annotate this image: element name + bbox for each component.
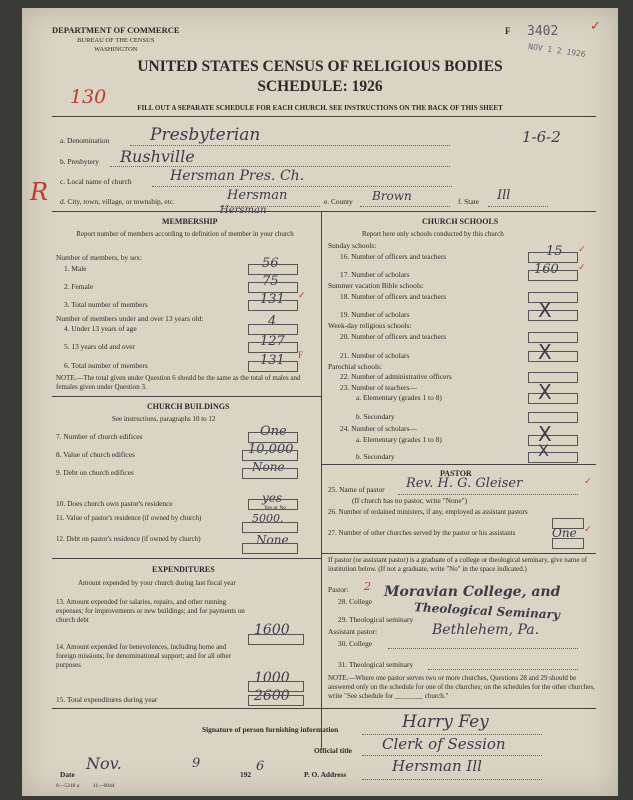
sunday-label: Sunday schools: xyxy=(328,241,377,250)
q6-label: 6. Total number of members xyxy=(64,361,148,370)
membership-heading: MEMBERSHIP xyxy=(162,217,218,226)
summer-label: Summer vacation Bible schools: xyxy=(328,281,424,290)
q14-value: 1000 xyxy=(254,670,290,686)
q12-label: 12. Debt on pastor's residence (if owned by church) xyxy=(56,535,201,543)
q18-label: 18. Number of officers and teachers xyxy=(340,292,447,301)
q22-label: 22. Number of administrative officers xyxy=(340,372,452,381)
location-value: Bethlehem, Pa. xyxy=(432,622,540,638)
q15-value: 2600 xyxy=(254,688,290,704)
state-value: Ill xyxy=(497,188,511,203)
bureau-name: BUREAU OF THE CENSUS xyxy=(77,36,155,44)
date-month: Nov. xyxy=(86,754,122,773)
city-name: WASHINGTON xyxy=(94,46,138,53)
denomination-value: Presbyterian xyxy=(150,125,261,145)
margin-mark: R xyxy=(30,178,49,206)
dept-name: DEPARTMENT OF COMMERCE xyxy=(52,25,180,35)
q5-value: 127 xyxy=(260,334,285,349)
church-name-label: c. Local name of church xyxy=(60,177,132,186)
q5-label: 5. 13 years old and over xyxy=(64,342,136,351)
census-schedule-sheet: DEPARTMENT OF COMMERCE BUREAU OF THE CENSUS WASHINGTON F 3402 NOV 1 2 1926 UNITED STATES CENSUS OF RELIGIOUS BODIES SCHEDULE: 1926 130 FILL OUT A SEPARATE SCHEDULE FOR EACH CHURCH. SEE INSTRUCTIONS ON THE BACK OF THIS SHEET a. Denomination Presbyterian 1-6-2 b. Presbytery Rushville c. Local name of church Hersman Pres. Ch. R d. City, town, village, or township, etc. Hersman Hersman e. County Brown f. State Ill MEMBERSHIP Report number of members according to definition of member in your church Number of members, by sex: 1. Male 56 2. Female 75 3. Total number of members 131 Number of members under and over 13 years old: 4. Under 13 years of age 4 5. 13 years old and over 127 6. Total number of members 131 NOTE.—The total given under Question 6 should be the same as the total of males and females given under Question 3. CHURCH BUILDINGS See instructions, paragraphs 10 to 12 7. Number of church edifices One 8. Value of church edifices 10,000 9. Debt on church edifices None 10. Does church own pastor's residence yes Yes or No 11. Value of pastor's residence (if owned by church) 5000. 12. Debt on pastor's residence (if owned by church) None EXPENDITURES Amount expended by your church during last fiscal year 13. Amount expended for salaries, repairs, and other running expenses; for improvements or new buildings; and for payments on church debt 1600 14. Amount expended for benevolences, including home and foreign missions; for denominational support; and for all other purposes 1000 15. Total expenditures during year 2600 CHURCH SCHOOLS Report here only schools conducted by this church Sunday schools: 16. Number of officers and teachers 15 17. Number of scholars 160 Summer vacation Bible schools: 18. Number of officers and teachers 19. Number of scholars Week-day religious schools: 20. Number of officers and teachers 21. Number of scholars Parochial schools: 22. Number of administrative officers 23. Number of teachers— a. Elementary (grades 1 to 8) b. Secondary 24. Number of scholars— a. Elementary (grades 1 to 8) b. Secondary X X X X X PASTOR 25. Name of pastor Rev. H. G. Gleiser (If church has no pastor, write "None") 26. Number of ordained ministers, if any, employed as assistant pastors 27. Number of other churches served by the pastor or his assistants One If pastor (or assistant pastor) is a graduate of a college or theological seminary, give name of institution below. (If not a graduate, write "No" in the space indicated.) Pastor: 2 28. College Moravian College, and 29. Theological seminary Theological Seminary Assistant pastor: Bethlehem, Pa. 30. College 31. Theological seminary NOTE.—Where one pastor serves two or more churches, Questions 28 and 29 should be answered only on the schedule for one of the churches; on the schedules for the other churches, write "See schedule for ________ church." Signature of person furnishing information Harry Fey Official title Clerk of Session Date Nov. 9 192 6 P. O. Address Hersman Ill 6—5318 a 11—0044 ✓ F ✓ ✓ ✓ ✓ ✓ xyxy=(22,8,618,796)
q13-value: 1600 xyxy=(254,622,290,638)
q11-value: 5000. xyxy=(252,512,284,525)
q9-value: None xyxy=(252,460,285,474)
q2-label: 2. Female xyxy=(64,282,94,291)
po-address-label: P. O. Address xyxy=(304,770,347,779)
q25-value: Rev. H. G. Gleiser xyxy=(406,476,523,491)
q1-value: 56 xyxy=(262,256,279,271)
q12-value: None xyxy=(256,533,289,547)
q7-value: One xyxy=(260,424,287,439)
pastor-subhead: Pastor: xyxy=(328,585,349,594)
q3-label: 3. Total number of members xyxy=(64,300,148,309)
handwritten-code: 1-6-2 xyxy=(522,128,561,146)
q21-label: 21. Number of scholars xyxy=(340,351,410,360)
q24b-label: b. Secondary xyxy=(356,452,395,461)
signature: Harry Fey xyxy=(402,712,489,732)
buildings-heading: CHURCH BUILDINGS xyxy=(147,402,230,411)
state-label: f. State xyxy=(458,197,479,206)
weekday-label: Week-day religious schools: xyxy=(328,321,412,330)
department-heading xyxy=(52,26,180,55)
q10-hint: Yes or No xyxy=(264,505,287,511)
pastor-mark: 2 xyxy=(364,580,371,593)
x-mark-24b: X xyxy=(538,441,549,460)
city-extra: Hersman xyxy=(220,205,267,216)
q11-label: 11. Value of pastor's residence (if owned by church) xyxy=(56,514,202,522)
q3-value: 131 xyxy=(260,292,285,307)
q4-label: 4. Under 13 years of age xyxy=(64,324,137,333)
q7-label: 7. Number of church edifices xyxy=(56,432,143,441)
q14-label: 14. Amount expended for benevolences, including home and foreign missions; for denominational support; and for all other purposes xyxy=(56,643,231,669)
x-mark-24a: X xyxy=(538,422,552,446)
denomination-label: a. Denomination xyxy=(60,136,110,145)
form-title: UNITED STATES CENSUS OF RELIGIOUS BODIES xyxy=(137,58,503,75)
q24a-label: a. Elementary (grades 1 to 8) xyxy=(356,435,442,444)
q10-label: 10. Does church own pastor's residence xyxy=(56,499,173,508)
q15-label: 15. Total expenditures during year xyxy=(56,695,158,704)
x-mark-21: X xyxy=(538,340,552,364)
q16-label: 16. Number of officers and teachers xyxy=(340,252,447,261)
q19-label: 19. Number of scholars xyxy=(340,310,410,319)
q26-label: 26. Number of ordained ministers, if any, employed as assistant pastors xyxy=(328,508,528,516)
presbytery-value: Rushville xyxy=(120,147,195,166)
assistant-subhead: Assistant pastor: xyxy=(328,627,378,636)
q4-value: 4 xyxy=(268,314,277,329)
q30-label: 30. College xyxy=(338,639,373,648)
q28-value: Moravian College, and xyxy=(384,584,561,600)
schools-intro: Report here only schools conducted by this church xyxy=(362,230,504,238)
q27-value: One xyxy=(552,526,577,540)
q27-label: 27. Number of other churches served by the pastor or his assistants xyxy=(328,529,516,537)
q23a-label: a. Elementary (grades 1 to 8) xyxy=(356,393,442,402)
q13-label: 13. Amount expended for salaries, repairs, and other running expenses; for improvements or new buildings; and for payments on church debt xyxy=(56,598,245,624)
year-prefix: 192 xyxy=(240,770,252,779)
expenditures-intro: Amount expended by your church during last fiscal year xyxy=(78,579,236,587)
q2-value: 75 xyxy=(262,274,279,289)
membership-intro: Report number of members according to definition of member in your church xyxy=(76,230,294,238)
q25-label: 25. Name of pastor xyxy=(328,485,385,494)
stamp-number: 3402 xyxy=(527,24,559,39)
q29-label: 29. Theological seminary xyxy=(338,615,414,624)
county-label: e. County xyxy=(324,197,353,206)
stamp-letter: F xyxy=(505,26,511,36)
schedule-title: SCHEDULE: 1926 xyxy=(257,78,383,95)
parochial-label: Parochial schools: xyxy=(328,362,382,371)
signature-label: Signature of person furnishing information xyxy=(202,725,339,734)
q8-label: 8. Value of church edifices xyxy=(56,450,135,459)
q17-value: 160 xyxy=(534,262,559,277)
official-title: Clerk of Session xyxy=(382,735,506,753)
q29-value: Theological Seminary xyxy=(413,600,561,622)
q23b-label: b. Secondary xyxy=(356,412,395,421)
q24-label: 24. Number of scholars— xyxy=(340,424,417,433)
q9-label: 9. Debt on church edifices xyxy=(56,468,134,477)
membership-note: NOTE.—The total given under Question 6 should be the same as the total of males and females given under Question 3. xyxy=(56,374,301,391)
city-value: Hersman xyxy=(227,188,288,203)
q25-hint: (If church has no pastor, write "None") xyxy=(352,496,468,505)
schools-heading: CHURCH SCHOOLS xyxy=(422,217,499,226)
presbytery-label: b. Presbytery xyxy=(60,157,99,166)
q1-label: 1. Male xyxy=(64,264,87,273)
pastor-heading: PASTOR xyxy=(440,469,472,478)
instruction-line: FILL OUT A SEPARATE SCHEDULE FOR EACH CHURCH. SEE INSTRUCTIONS ON THE BACK OF THIS SHEET xyxy=(137,104,503,112)
buildings-intro: See instructions, paragraphs 10 to 12 xyxy=(112,415,216,423)
q8-value: 10,000 xyxy=(248,442,294,457)
date-day: 9 xyxy=(192,756,201,771)
q10-value: yes xyxy=(262,491,283,505)
expenditures-heading: EXPENDITURES xyxy=(152,565,215,574)
date-label: Date xyxy=(60,770,75,779)
pastor-note: NOTE.—Where one pastor serves two or more churches, Questions 28 and 29 should be answered only on the schedule for one of the churches; on the schedules for the other churches, write "See schedule for ________ church." xyxy=(328,674,595,700)
po-address: Hersman Ill xyxy=(392,757,482,775)
county-value: Brown xyxy=(372,189,412,203)
x-mark-23a: X xyxy=(538,380,552,404)
q28-label: 28. College xyxy=(338,597,373,606)
church-name-value: Hersman Pres. Ch. xyxy=(170,168,305,184)
q31-label: 31. Theological seminary xyxy=(338,660,414,669)
year-digit: 6 xyxy=(256,759,265,774)
sex-label: Number of members, by sex: xyxy=(56,253,142,262)
city-label: d. City, town, village, or township, etc. xyxy=(60,197,175,206)
official-title-label: Official title xyxy=(314,746,352,755)
q6-value: 131 xyxy=(260,353,285,368)
form-number: 6—5318 a 11—0044 xyxy=(56,783,115,789)
q20-label: 20. Number of officers and teachers xyxy=(340,332,447,341)
q16-value: 15 xyxy=(546,244,563,259)
x-mark-19: X xyxy=(538,298,552,322)
graduate-intro: If pastor (or assistant pastor) is a graduate of a college or theological seminary, give name of institution below. (If not a graduate, write "No" in the space indicated.) xyxy=(328,556,588,573)
q23-label: 23. Number of teachers— xyxy=(340,383,417,392)
handwritten-number: 130 xyxy=(70,86,107,108)
received-date-stamp: NOV 1 2 1926 xyxy=(527,42,587,59)
q17-label: 17. Number of scholars xyxy=(340,270,410,279)
age-label: Number of members under and over 13 years old: xyxy=(56,314,204,323)
